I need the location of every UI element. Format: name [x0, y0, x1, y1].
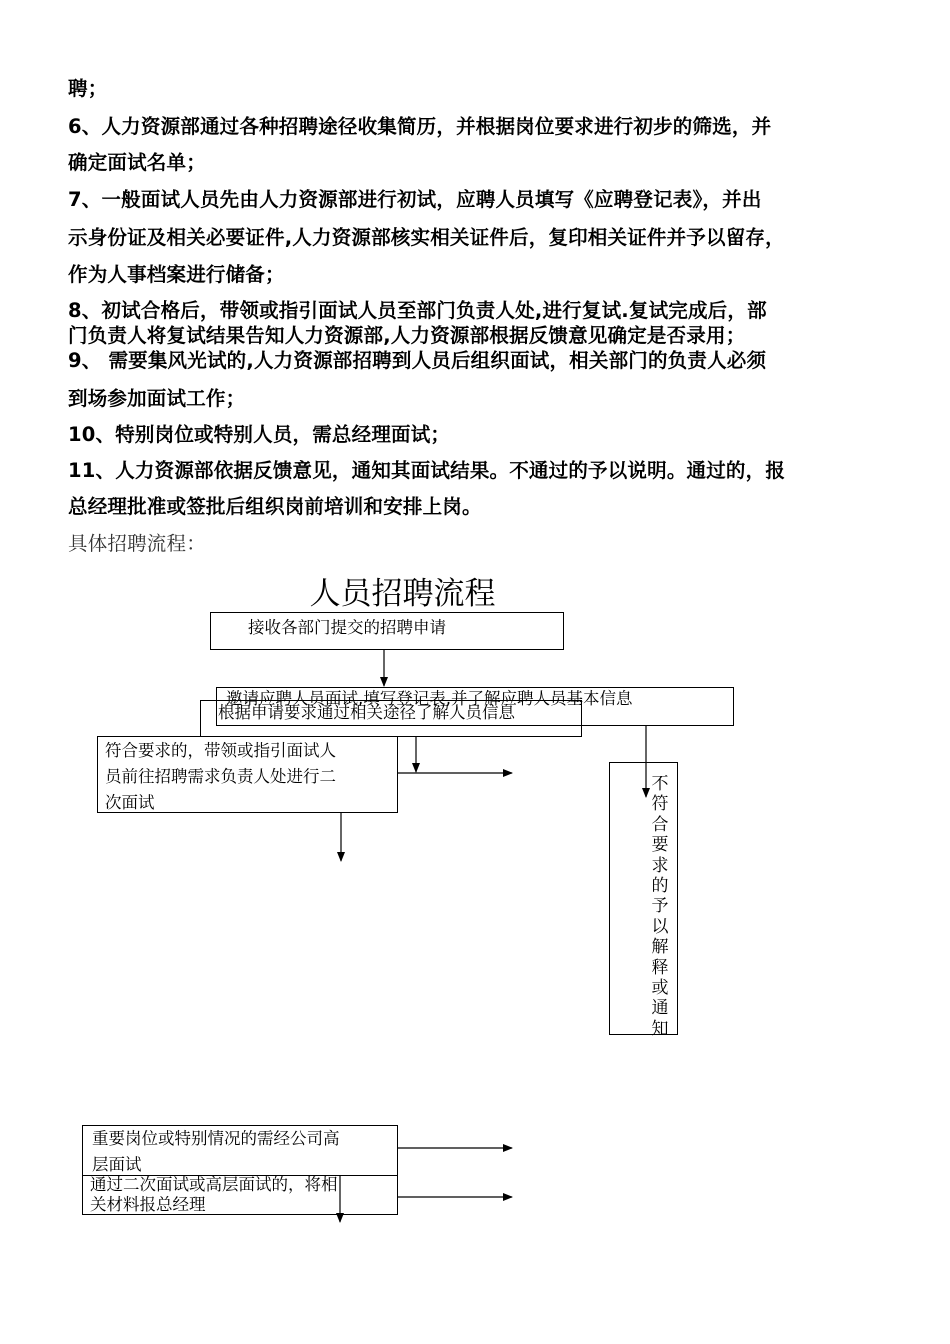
step-second-interview-line1: 符合要求的，带领或指引面试人	[105, 741, 336, 760]
step-report-manager-line1: 通过二次面试或高层面试的，将相	[90, 1175, 338, 1194]
paragraph-line: 7、一般面试人员先由人力资源部进行初试，应聘人员填写《应聘登记表》，并出	[68, 188, 762, 211]
flow-intro: 具体招聘流程：	[68, 532, 206, 555]
step-second-interview-line3: 次面试	[105, 793, 155, 812]
step-receive-requests-label: 接收各部门提交的招聘申请	[248, 618, 446, 637]
step-reject-label: 不符合要求的予以解释或通知	[651, 774, 669, 1039]
paragraph-line: 示身份证及相关必要证件,人力资源部核实相关证件后，复印相关证件并予以留存，	[68, 226, 785, 249]
paragraph-line: 确定面试名单；	[68, 151, 206, 174]
step-executive-interview-line1: 重要岗位或特别情况的需经公司高	[92, 1129, 340, 1148]
paragraph-line: 门负责人将复试结果告知人力资源部,人力资源部根据反馈意见确定是否录用；	[68, 324, 746, 347]
step-executive-interview-line2: 层面试	[92, 1155, 142, 1174]
paragraph-line: 聘；	[68, 77, 108, 100]
paragraph-line: 到场参加面试工作；	[68, 387, 246, 410]
paragraph-line: 总经理批准或签批后组织岗前培训和安排上岗。	[68, 495, 482, 518]
step-second-interview-line2: 员前往招聘需求负责人处进行二	[105, 767, 336, 786]
paragraph-line: 11、人力资源部依据反馈意见，通知其面试结果。不通过的予以说明。通过的，报	[68, 459, 786, 482]
paragraph-line: 8、初试合格后，带领或指引面试人员至部门负责人处,进行复试.复试完成后，部	[68, 299, 767, 322]
step-report-manager-line2: 关材料报总经理	[90, 1195, 206, 1214]
paragraph-line: 9、 需要集风光试的,人力资源部招聘到人员后组织面试，相关部门的负责人必须	[68, 349, 767, 372]
paragraph-line: 作为人事档案进行储备；	[68, 263, 285, 286]
step-source-candidates-label: 根据申请要求通过相关途径了解人员信息	[218, 703, 515, 722]
step-invite-interview-label: 邀请应聘人员面试,填写登记表,并了解应聘人员基本信息	[226, 689, 633, 708]
paragraph-line: 6、人力资源部通过各种招聘途径收集简历，并根据岗位要求进行初步的筛选，并	[68, 115, 772, 138]
flowchart-title: 人员招聘流程	[309, 576, 496, 612]
paragraph-line: 10、特别岗位或特别人员，需总经理面试；	[68, 423, 451, 446]
